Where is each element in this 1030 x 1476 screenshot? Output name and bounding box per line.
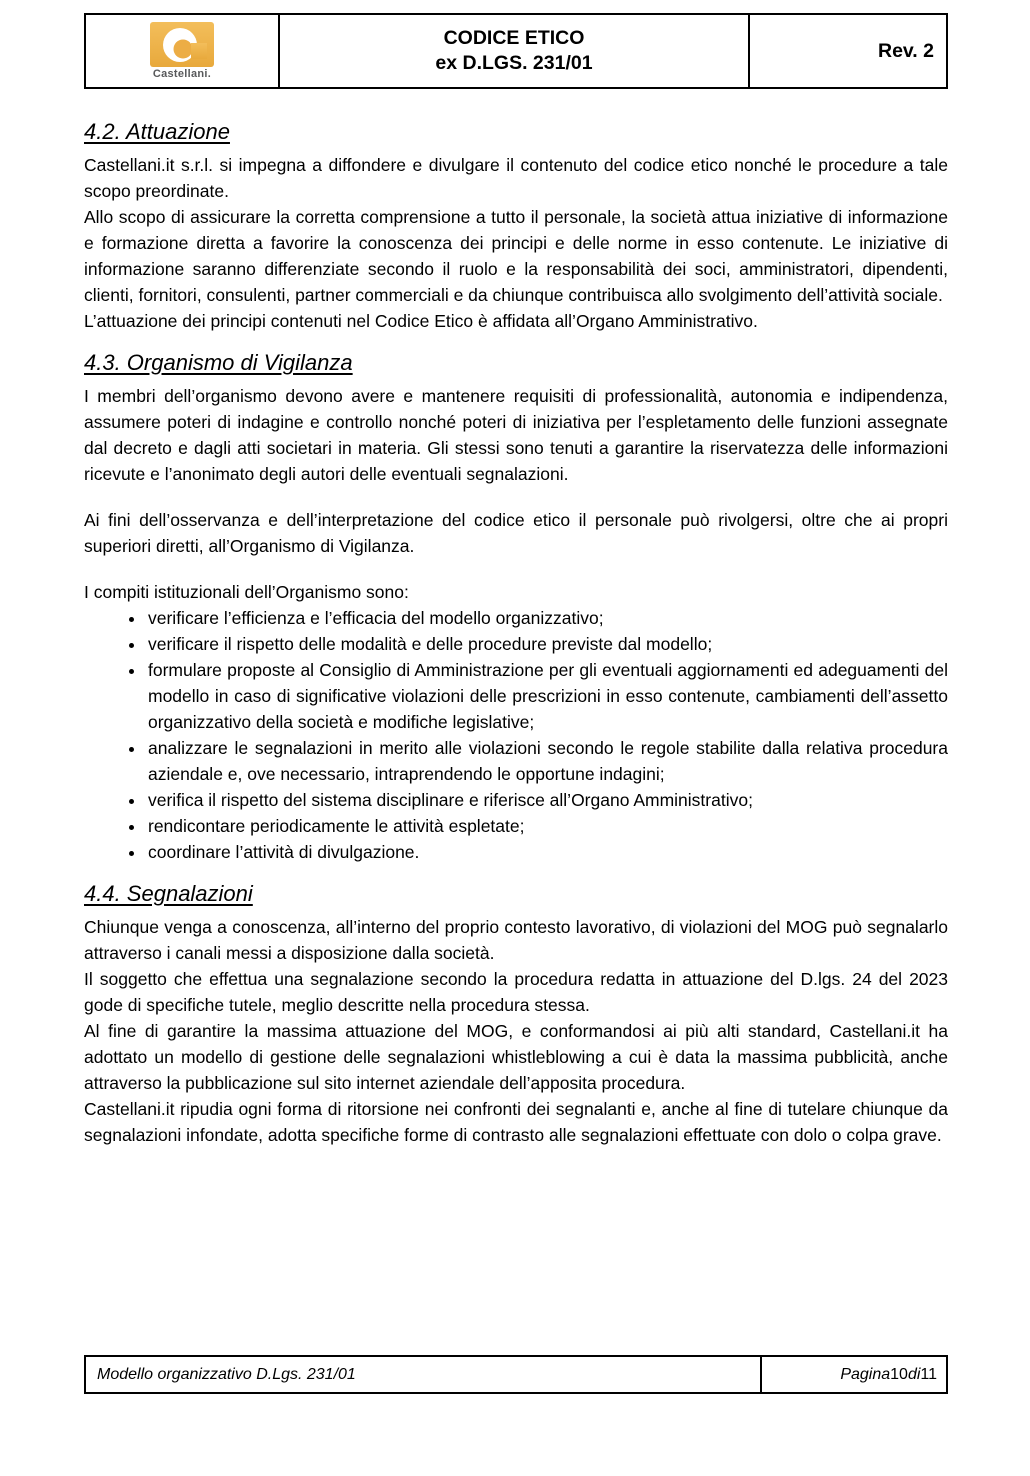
footer-page-word: Pagina (840, 1365, 891, 1383)
list-intro: I compiti istituzionali dell’Organismo sono: (84, 582, 409, 602)
title-line-1: CODICE ETICO (443, 27, 585, 49)
paragraph: Chiunque venga a conoscenza, all’interno del proprio contesto lavorativo, di violazioni del MOG può segnalarlo attraverso i canali messi a disposizione dalla società. (84, 917, 948, 963)
document-body (84, 118, 948, 1148)
paragraph: I membri dell’organismo devono avere e mantenere requisiti di professionalità, autonomia e indipendenza, assumere poteri di indagine e controllo nonché poteri di iniziativa per l’espletamento delle funzioni assegnate dal decreto e dagli atti societari in materia. Gli stessi sono tenuti a garantire la riservatezza delle informazioni ricevute e l’anonimato degli autori delle eventuali segnalazioni. (84, 386, 948, 484)
section-heading-organismo-di-vigilanza: 4.3. Organismo di Vigilanza (84, 350, 353, 375)
footer-of-word: di (907, 1365, 921, 1383)
logo-cell (86, 15, 280, 87)
blank-line (84, 559, 948, 579)
list-item: • verificare il rispetto delle modalità e delle procedure previste dal modello; (146, 631, 948, 657)
castellani-logo (150, 22, 214, 80)
paragraph: Castellani.it s.r.l. si impegna a diffondere e divulgare il contenuto del codice etico nonché le procedure a tale scopo preordinate. (84, 155, 948, 201)
organismo-task-list (84, 605, 948, 865)
castellani-logo-icon (150, 22, 214, 67)
paragraph: Al fine di garantire la massima attuazione del MOG, e conformandosi ai più alti standard, Castellani.it ha adottato un modello di gestione delle segnalazioni whistleblowing a cui è data la massima pubblicità, anche attraverso la pubblicazione sul sito internet aziendale dell’apposita procedura. (84, 1021, 948, 1093)
paragraph: Allo scopo di assicurare la corretta comprensione a tutto il personale, la società attua iniziative di informazione e formazione diretta a favorire la conoscenza dei principi e delle norme in esso contenute. Le iniziative di informazione saranno differenziate secondo il ruolo e la responsabilità dei soci, amministratori, dipendenti, clienti, fornitori, consulenti, partner commerciali e da chiunque contribuisca allo svolgimento dell’attività sociale. (84, 207, 948, 305)
list-item: • rendicontare periodicamente le attività espletate; (146, 813, 948, 839)
title-line-2: ex D.LGS. 231/01 (435, 52, 593, 74)
paragraph: Il soggetto che effettua una segnalazione secondo la procedura redatta in attuazione del D.lgs. 24 del 2023 gode di specifiche tutele, meglio descritte nella procedura stessa. (84, 969, 948, 1015)
footer-page-total: 11 (920, 1365, 937, 1383)
paragraph: L’attuazione dei principi contenuti nel Codice Etico è affidata all’Organo Amministrativo. (84, 311, 758, 331)
document-header (84, 13, 948, 89)
document-footer (84, 1355, 948, 1394)
footer-document-label: Modello organizzativo D.Lgs. 231/01 (86, 1357, 762, 1392)
paragraph: Castellani.it ripudia ogni forma di ritorsione nei confronti dei segnalanti e, anche al fine di tutelare chiunque da segnalazioni infondate, adotta specifiche forme di contrasto alle segnalazioni effettuate con dolo o colpa grave. (84, 1099, 948, 1145)
list-item: • analizzare le segnalazioni in merito alle violazioni secondo le regole stabilite dalla relativa procedura aziendale e, ove necessario, intraprendendo le opportune indagini; (146, 735, 948, 787)
list-item: • verifica il rispetto del sistema disciplinare e riferisce all’Organo Amministrativo; (146, 787, 948, 813)
section-heading-segnalazioni: 4.4. Segnalazioni (84, 881, 253, 906)
document-page (84, 13, 948, 1148)
paragraph: Ai fini dell’osservanza e dell’interpretazione del codice etico il personale può rivolgersi, oltre che ai propri superiori diretti, all’Organismo di Vigilanza. (84, 510, 948, 556)
logo-wordmark: Castellani. (152, 68, 212, 80)
list-item: • formulare proposte al Consiglio di Amministrazione per gli eventuali aggiornamenti ed adeguamenti del modello in caso di significative violazioni delle prescrizioni in esso contenute, cambiamenti dell’assetto organizzativo della società e modifiche legislative; (146, 657, 948, 735)
blank-line (84, 487, 948, 507)
list-item: • verificare l’efficienza e l’efficacia del modello organizzativo; (146, 605, 948, 631)
revision-label: Rev. 2 (877, 39, 934, 62)
section-heading-attuazione: 4.2. Attuazione (84, 119, 230, 144)
footer-page-number: 10 (890, 1365, 908, 1383)
list-item: • coordinare l’attività di divulgazione. (146, 839, 948, 865)
document-title (280, 15, 750, 87)
footer-page-indicator (762, 1357, 946, 1392)
